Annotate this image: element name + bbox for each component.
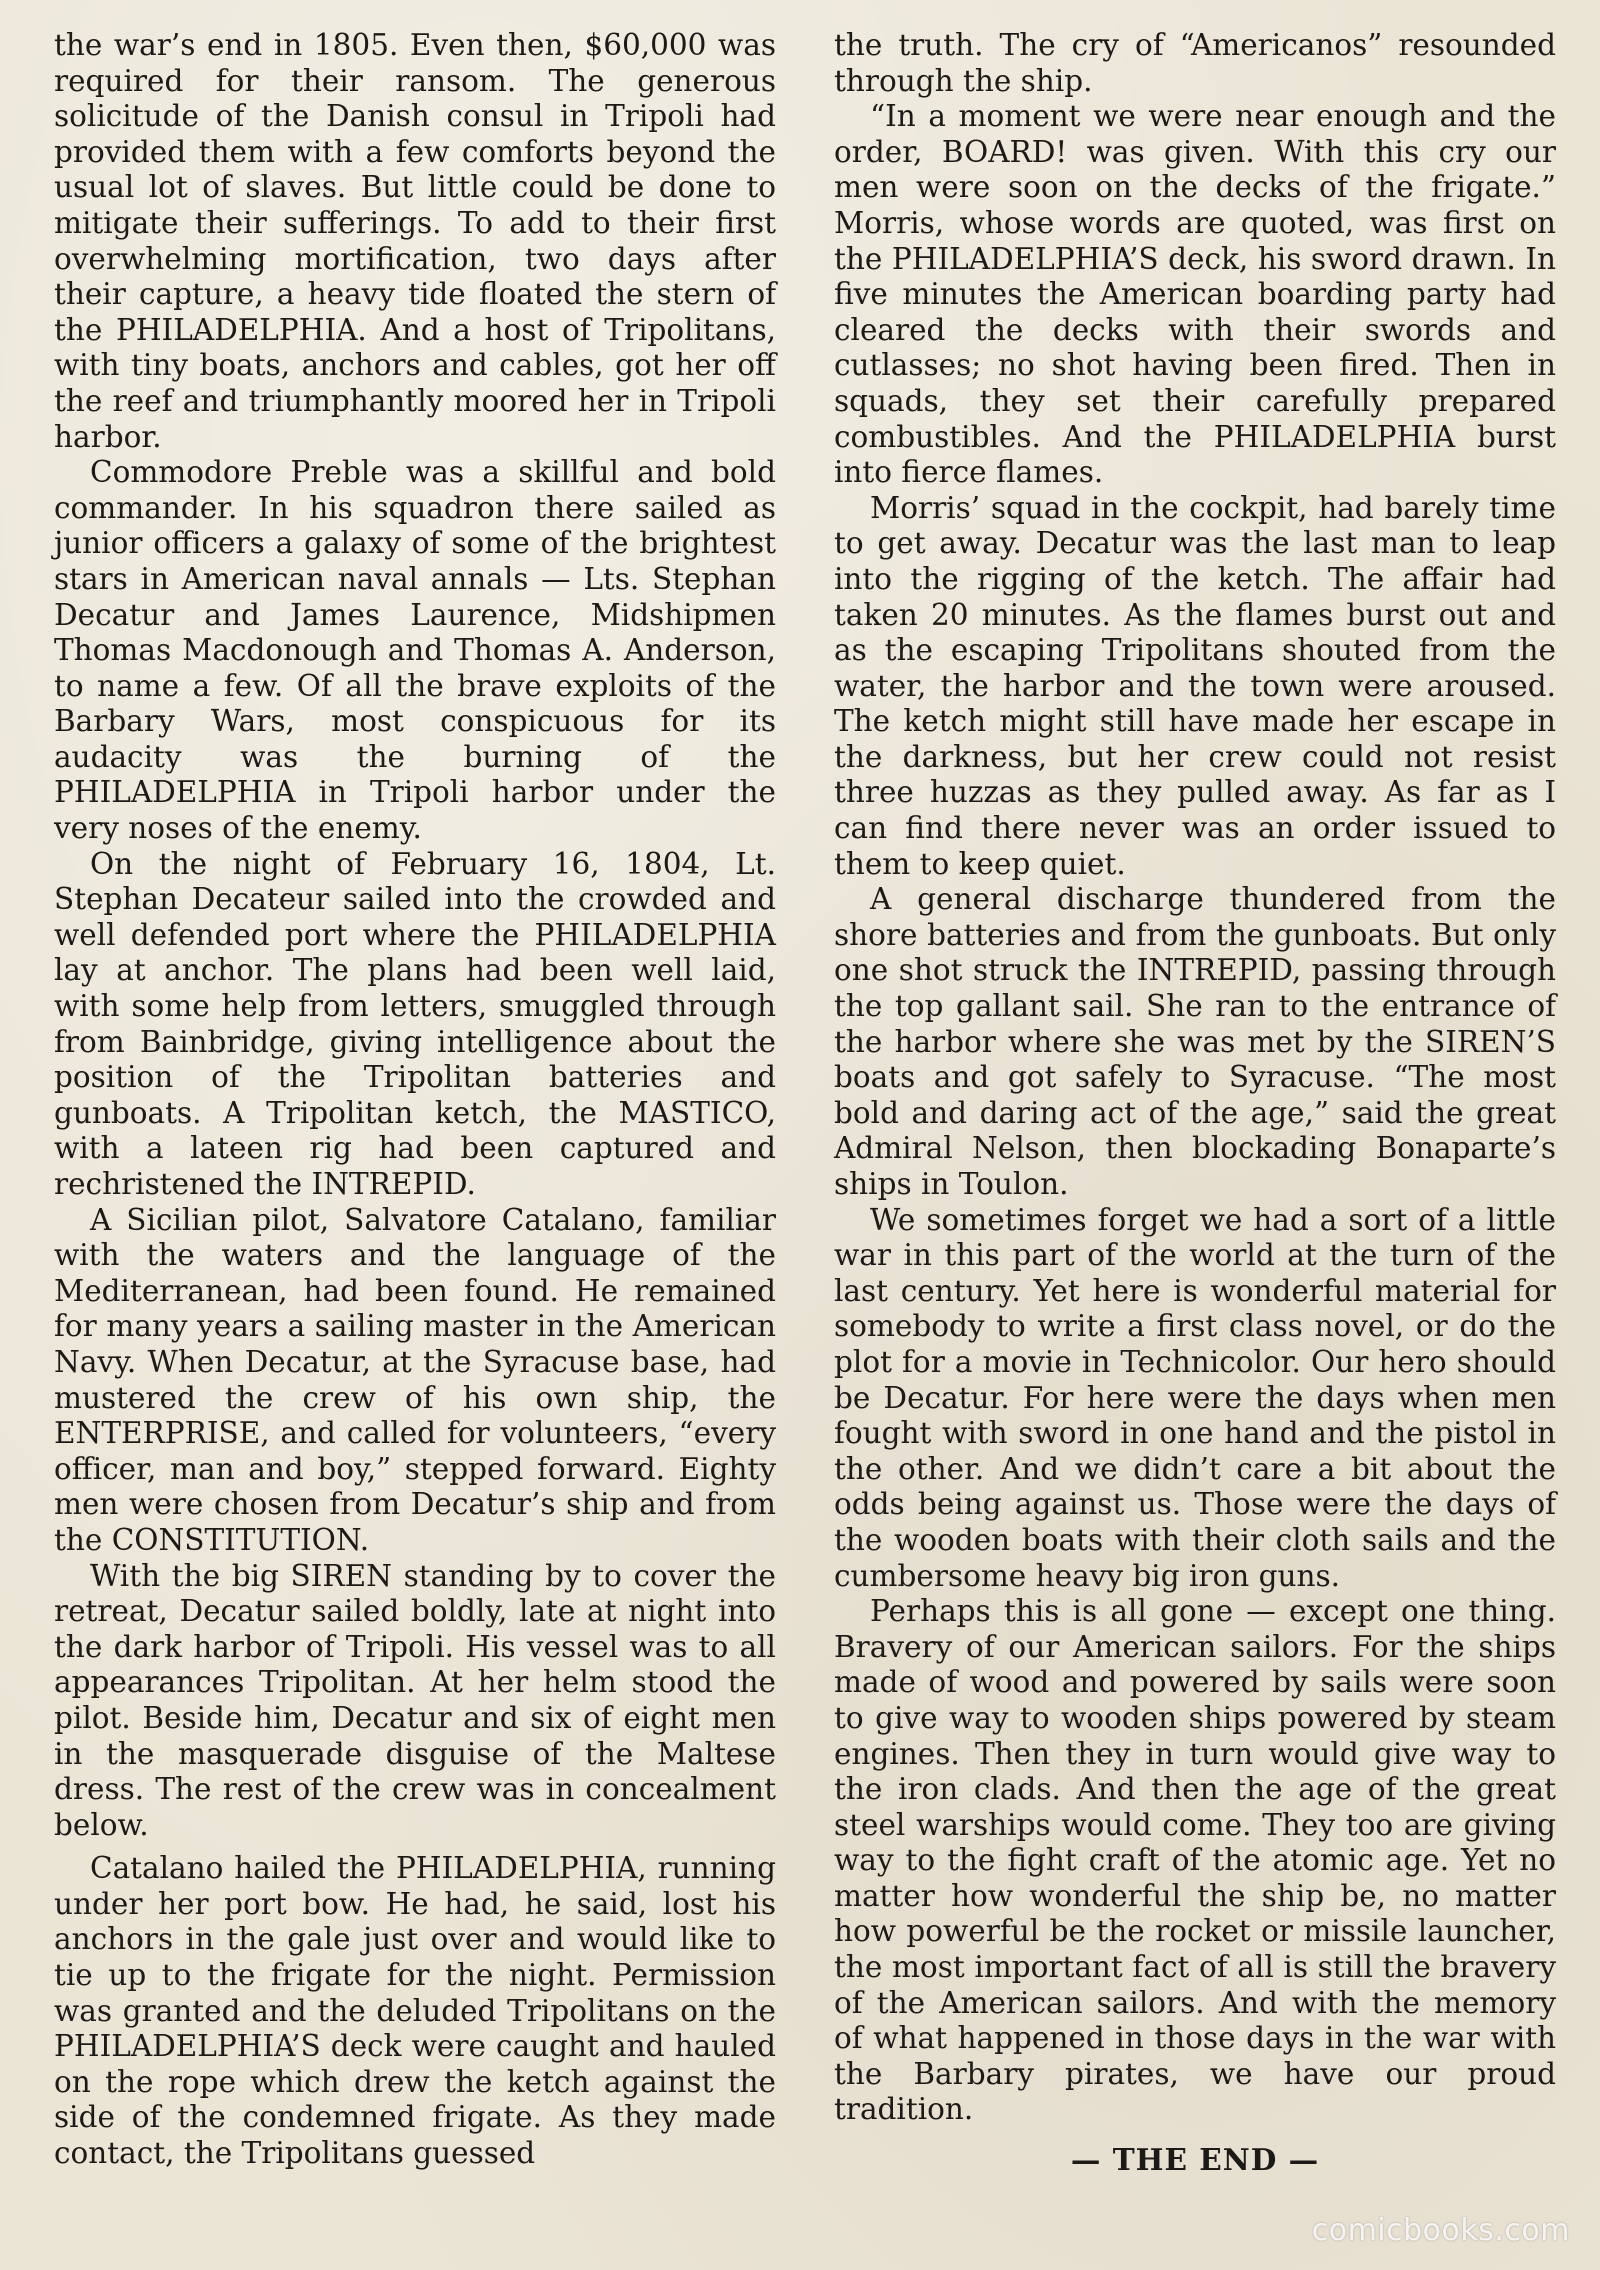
paragraph: Catalano hailed the PHILADELPHIA, running under her port bow. He had, he said, lost his anchors in the gale just over and would like to tie up to the frigate for the night. Permission was granted and the deluded Tripolitans on the PHILADELPHIA’S deck were caught and hauled on the rope which drew the ketch against the side of the condemned frigate. As they made contact, the Tripolitans guessed	[54, 1851, 776, 2171]
paragraph: Morris’ squad in the cockpit, had barely time to get away. Decatur was the last man to leap into the rigging of the ketch. The affair had taken 20 minutes. As the flames burst out and as the escaping Tripolitans shouted from the water, the harbor and the town were aroused. The ketch might still have made her escape in the darkness, but her crew could not resist three huzzas as they pulled away. As far as I can find there never was an order issued to them to keep quiet.	[834, 490, 1556, 881]
paragraph: the truth. The cry of “Americanos” resounded through the ship.	[834, 28, 1556, 98]
paragraph: A Sicilian pilot, Salvatore Catalano, familiar with the waters and the language of the Mediterranean, had been found. He remained for many years a sailing master in the American Navy. When Decatur, at the Syracuse base, had mustered the crew of his own ship, the ENTERPRISE, and called for volunteers, “every officer, man and boy,” stepped forward. Eighty men were chosen from Decatur’s ship and from the CONSTITUTION.	[54, 1202, 776, 1557]
paragraph: the war’s end in 1805. Even then, $60,000 was required for their ransom. The generous solicitude of the Danish consul in Tripoli had provided them with a few comforts beyond the usual lot of slaves. But little could be done to mitigate their sufferings. To add to their first overwhelming mortification, two days after their capture, a heavy tide floated the stern of the PHILADELPHIA. And a host of Tripolitans, with tiny boats, anchors and cables, got her off the reef and triumphantly moored her in Tripoli harbor.	[54, 28, 776, 454]
paragraph: “In a moment we were near enough and the order, BOARD! was given. With this cry our men were soon on the decks of the frigate.” Morris, whose words are quoted, was first on the PHILADELPHIA’S deck, his sword drawn. In five minutes the American boarding party had cleared the decks with their swords and cutlasses; no shot having been fired. Then in squads, they set their carefully prepared combustibles. And the PHILADELPHIA burst into fierce flames.	[834, 99, 1556, 490]
paragraph: We sometimes forget we had a sort of a little war in this part of the world at the turn of the last century. Yet here is wonderful material for somebody to write a first class novel, or do the plot for a movie in Technicolor. Our hero should be Decatur. For here were the days when men fought with sword in one hand and the pistol in the other. And we didn’t care a bit about the odds being against us. Those were the days of the wooden boats with their cloth sails and the cumbersome heavy big iron guns.	[834, 1202, 1556, 1593]
paragraph: On the night of February 16, 1804, Lt. Stephan Decateur sailed into the crowded and well defended port where the PHILADELPHIA lay at anchor. The plans had been well laid, with some help from letters, smuggled through from Bainbridge, giving intelligence about the position of the Tripolitan batteries and gunboats. A Tripolitan ketch, the MASTICO, with a lateen rig had been captured and rechristened the INTREPID.	[54, 846, 776, 1201]
paragraph: With the big SIREN standing by to cover the retreat, Decatur sailed boldly, late at night into the dark harbor of Tripoli. His vessel was to all appearances Tripolitan. At her helm stood the pilot. Beside him, Decatur and six of eight men in the masquerade disguise of the Maltese dress. The rest of the crew was in concealment below.	[54, 1558, 776, 1842]
watermark: comicbooks.com	[1311, 2213, 1570, 2248]
article-column-right	[834, 28, 1556, 2178]
the-end-mark: — THE END —	[1070, 2142, 1320, 2178]
paragraph: A general discharge thundered from the shore batteries and from the gunboats. But only one shot struck the INTREPID, passing through the top gallant sail. She ran to the entrance of the harbor where she was met by the SIREN’S boats and got safely to Syracuse. “The most bold and daring act of the age,” said the great Admiral Nelson, then blockading Bonaparte’s ships in Toulon.	[834, 882, 1556, 1201]
article-column-left	[54, 28, 776, 2172]
paragraph: Perhaps this is all gone — except one thing. Bravery of our American sailors. For the ships made of wood and powered by sails were soon to give way to wooden ships powered by steam engines. Then they in turn would give way to the iron clads. And then the age of the great steel warships would come. They too are giving way to the fight craft of the atomic age. Yet no matter how wonderful the ship be, no matter how powerful be the rocket or missile launcher, the most important fact of all is still the bravery of the American sailors. And with the memory of what happened in those days in the war with the Barbary pirates, we have our proud tradition.	[834, 1594, 1556, 2127]
paragraph: Commodore Preble was a skillful and bold commander. In his squadron there sailed as junior officers a galaxy of some of the brightest stars in American naval annals — Lts. Stephan Decatur and James Laurence, Midshipmen Thomas Macdonough and Thomas A. Anderson, to name a few. Of all the brave exploits of the Barbary Wars, most conspicuous for its audacity was the burning of the PHILADELPHIA in Tripoli harbor under the very noses of the enemy.	[54, 455, 776, 846]
